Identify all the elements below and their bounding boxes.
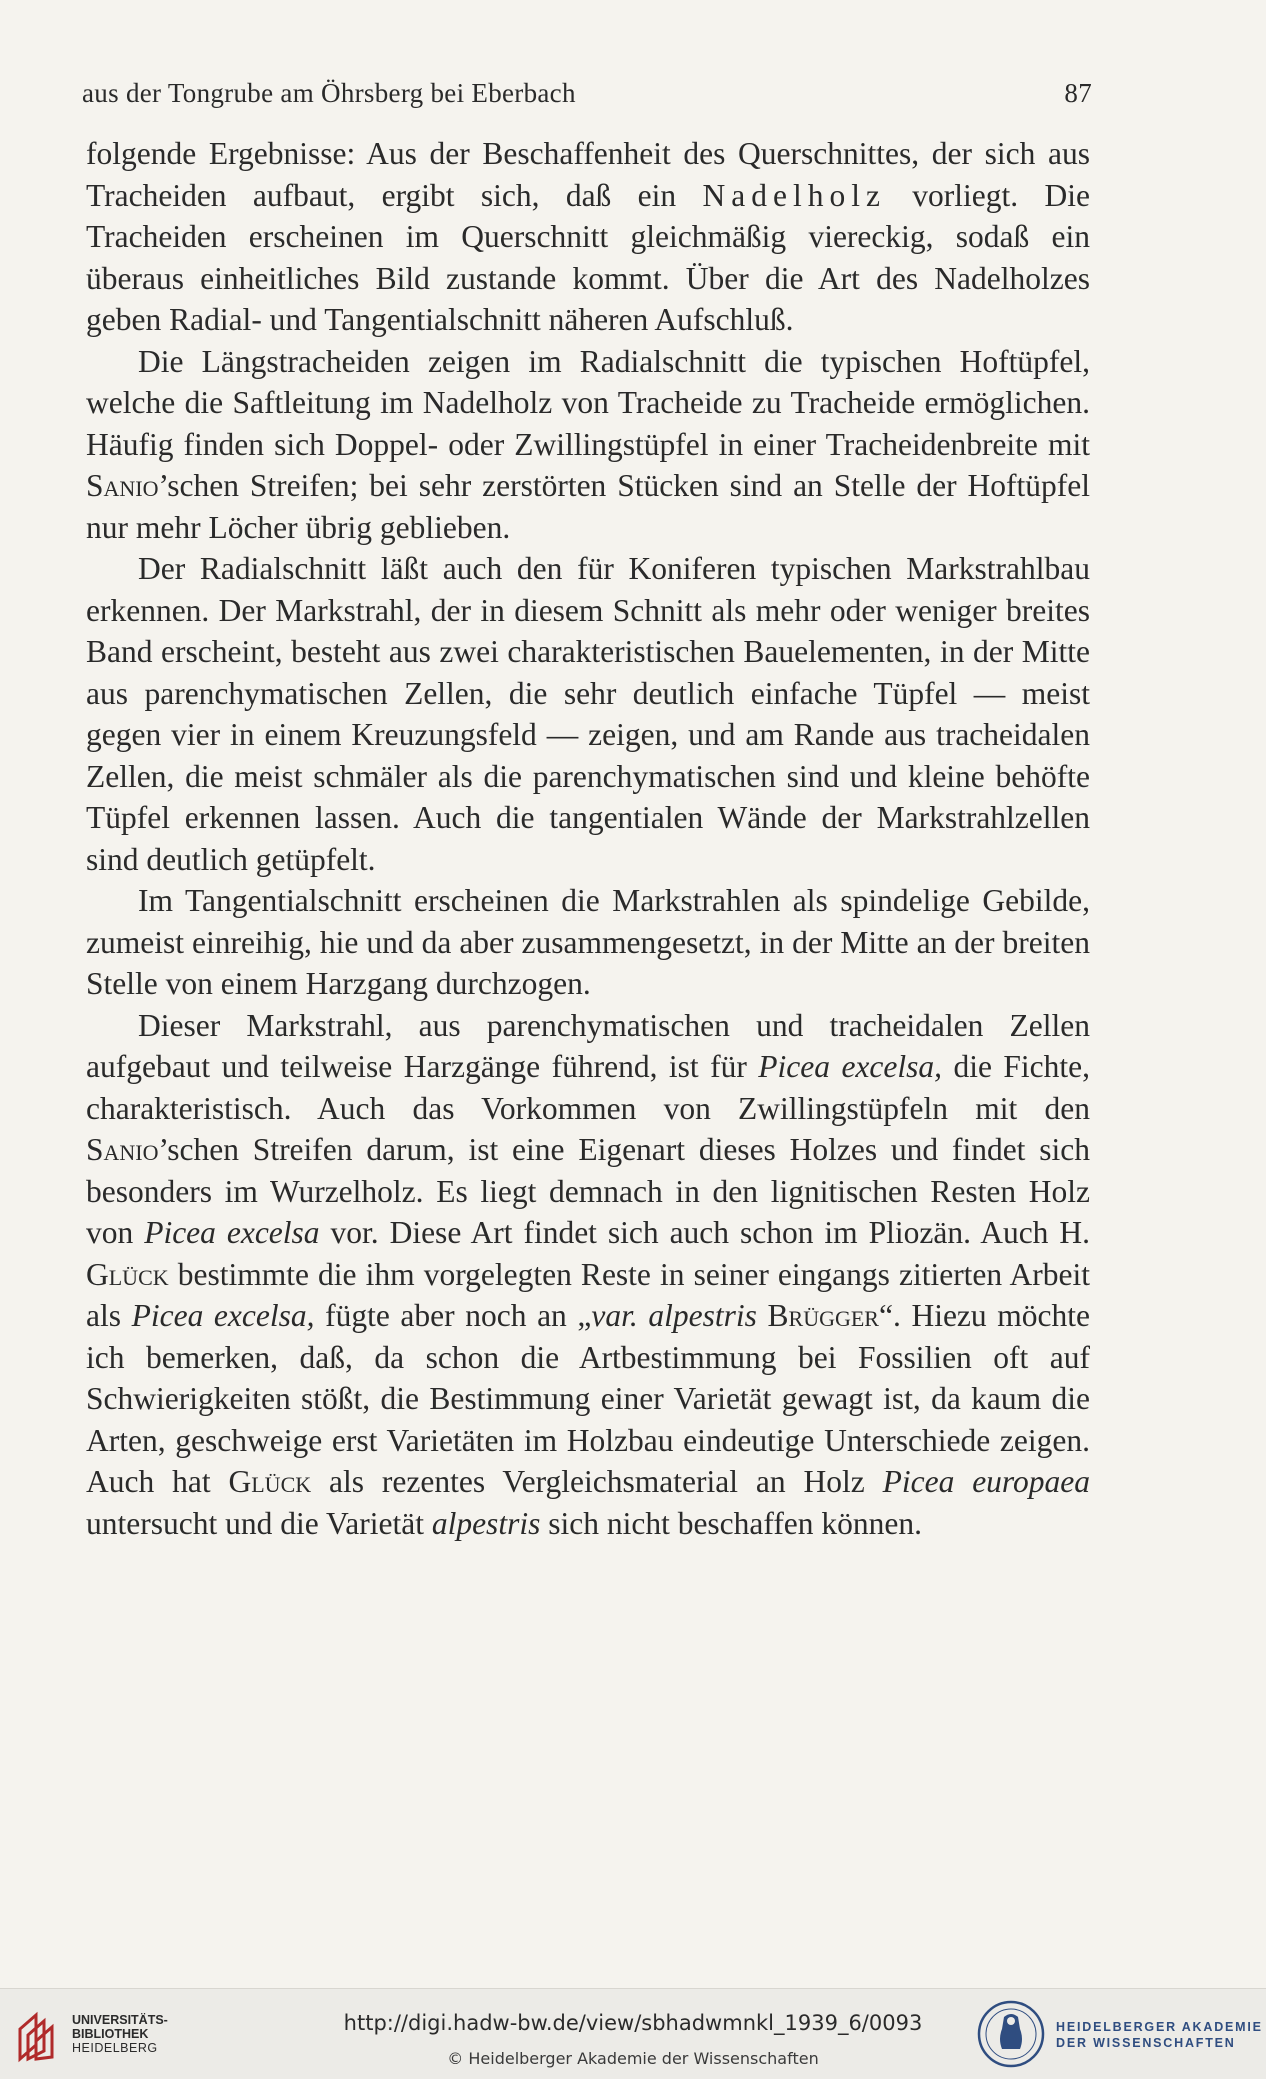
paragraph-4: Im Tangentialschnitt erscheinen die Markstrahlen als spindelige Gebilde, zumeist einreihig, hie und da aber zusammengesetzt, in der Mitte an der breiten Stelle von einem Harzgang durchzogen. bbox=[86, 883, 1090, 1001]
author-name: Glück bbox=[86, 1256, 169, 1292]
body-text bbox=[86, 133, 1090, 1544]
author-name: Sanio bbox=[86, 1132, 159, 1167]
academy-seal-icon bbox=[976, 1999, 1046, 2069]
species-name: Picea excelsa, bbox=[758, 1049, 943, 1084]
author-name: Sanio bbox=[86, 468, 159, 503]
academy-name: HEIDELBERGER AKADEMIE DER WISSENSCHAFTEN bbox=[1056, 2020, 1263, 2050]
species-name: Picea excelsa, bbox=[131, 1298, 315, 1333]
paragraph-2: Die Längstracheiden zeigen im Radialschnitt die typischen Hoftüpfel, welche die Saftleitung im Nadelholz von Tracheide zu Tracheide ermöglichen. Häufig finden sich Doppel- oder Zwillingstüpfel in einer Tracheidenbreite mit Sanio’schen Streifen; bei sehr zerstörten Stücken sind an Stelle der Hoftüpfel nur mehr Löcher übrig geblieben. bbox=[86, 343, 1090, 545]
emphasized-term: Nadelholz bbox=[702, 177, 886, 213]
paragraph-1: folgende Ergebnisse: Aus der Beschaffenheit des Querschnittes, der sich aus Tracheiden aufbaut, ergibt sich, daß ein Nadelholz vorliegt. Die Tracheiden erscheinen im Querschnitt gleichmäßig viereckig, sodaß ein überaus einheitliches Bild zustande kommt. Über die Art des Nadelholzes geben Radial- und Tangentialschnitt näheren Aufschluß. bbox=[86, 136, 1090, 337]
footer-bar bbox=[0, 1988, 1266, 2079]
paragraph-5: Dieser Markstrahl, aus parenchymatischen und tracheidalen Zellen aufgebaut und teilweise Harzgänge führend, ist für Picea excelsa, die Fichte, charakteristisch. Auch das Vorkommen von Zwillingstüpfeln mit den Sanio’schen Streifen darum, ist eine Eigenart dieses Holzes und findet sich besonders im Wurzelholz. Es liegt demnach in den lignitischen Resten Holz von Picea excelsa vor. Diese Art findet sich auch schon im Pliozän. Auch H. Glück bestimmte die ihm vorgelegten Reste in seiner eingangs zitierten Arbeit als Picea excelsa, fügte aber noch an „var. alpestris Brügger“. Hiezu möchte ich bemerken, daß, da schon die Artbestimmung bei Fossilien oft auf Schwierigkeiten stößt, die Bestimmung einer Varietät gewagt ist, da kaum die Arten, geschweige erst Varietäten im Holzbau eindeutige Unterschiede zeigen. Auch hat Glück als rezentes Vergleichsmaterial an Holz Picea europaea untersucht und die Varietät alpestris sich nicht beschaffen können. bbox=[86, 1007, 1091, 1541]
variety-name: var. alpestris bbox=[591, 1298, 757, 1333]
copyright-notice: © Heidelberger Akademie der Wissenschaften bbox=[447, 2049, 819, 2068]
source-url-link[interactable]: http://digi.hadw-bw.de/view/sbhadwmnkl_1939_6/0093 bbox=[343, 2011, 923, 2035]
species-name: Picea excelsa bbox=[144, 1215, 320, 1250]
running-title: aus der Tongrube am Öhrsberg bei Eberbach bbox=[82, 78, 576, 108]
author-name: Glück bbox=[228, 1464, 312, 1499]
page-header bbox=[82, 78, 1092, 122]
university-library-name: UNIVERSITÄTS- BIBLIOTHEK HEIDELBERG bbox=[72, 2013, 168, 2055]
species-name: Picea europaea bbox=[882, 1464, 1091, 1499]
variety-name: alpestris bbox=[431, 1505, 541, 1541]
page-number: 87 bbox=[1064, 78, 1092, 108]
paragraph-3: Der Radialschnitt läßt auch den für Koniferen typischen Markstrahlbau erkennen. Der Markstrahl, der in diesem Schnitt als mehr oder weniger breites Band erscheint, besteht aus zwei charakteristischen Bauelementen, in der Mitte aus parenchymatischen Zellen, die sehr deutlich einfache Tüpfel — meist gegen vier in einem Kreuzungsfeld — zeigen, und am Rande aus tracheidalen Zellen, die meist schmäler als die parenchymatischen sind und kleine behöfte Tüpfel erkennen lassen. Auch die tangentialen Wände der Markstrahlzellen sind deutlich getüpfelt. bbox=[86, 551, 1090, 877]
author-name: Brügger bbox=[767, 1298, 879, 1333]
